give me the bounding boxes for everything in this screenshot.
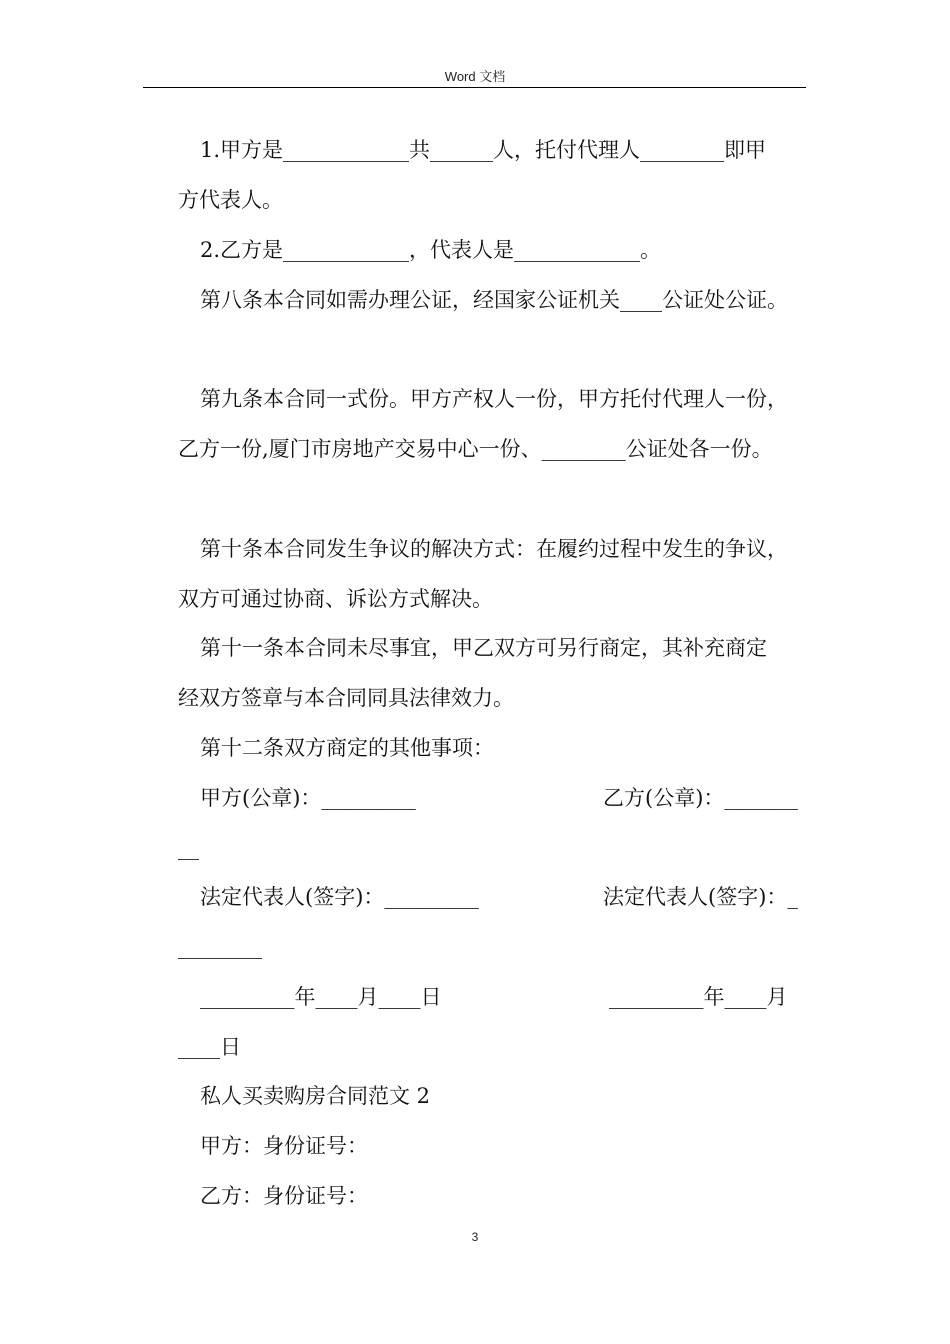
section-title-2: 私人买卖购房合同范文 2 <box>200 1084 431 1108</box>
party-b-seal: 乙方(公章)：_______ <box>603 786 798 810</box>
article-11-line1: 第十一条本合同未尽事宜，甲乙双方可另行商定，其补充商定 <box>200 636 767 660</box>
party-a-id: 甲方：身份证号： <box>200 1134 368 1158</box>
clause-party-b: 2.乙方是____________，代表人是____________。 <box>200 238 662 262</box>
legal-rep-b: 法定代表人(签字)：_ <box>603 885 798 909</box>
header-divider <box>143 87 806 88</box>
article-10-line2: 双方可通过协商、诉讼方式解决。 <box>178 587 493 611</box>
legal-rep-a: 法定代表人(签字)：_________ <box>200 885 479 909</box>
article-9-line1: 第九条本合同一式份。甲方产权人一份，甲方托付代理人一份， <box>200 387 788 411</box>
article-9-line2: 乙方一份,厦门市房地产交易中心一份、________公证处各一份。 <box>178 437 773 461</box>
article-10-line1: 第十条本合同发生争议的解决方式：在履约过程中发生的争议， <box>200 537 788 561</box>
article-11-line2: 经双方签章与本合同同具法律效力。 <box>178 686 514 710</box>
party-a-seal: 甲方(公章)：_________ <box>200 786 416 810</box>
clause-party-a-line2: 方代表人。 <box>178 188 283 212</box>
date-b-cont: ____日 <box>178 1035 241 1059</box>
date-a: _________年____月____日 <box>200 985 442 1009</box>
date-b: _________年____月 <box>609 985 788 1009</box>
clause-party-a-line1: 1.甲方是____________共______人，托付代理人________即甲 <box>200 138 767 162</box>
party-b-id: 乙方：身份证号： <box>200 1184 368 1208</box>
article-12: 第十二条双方商定的其他事项： <box>200 736 494 760</box>
page-header: Word 文档 <box>444 69 506 84</box>
party-b-seal-cont: __ <box>178 836 199 860</box>
article-8: 第八条本合同如需办理公证，经国家公证机关____公证处公证。 <box>200 288 788 312</box>
page-number: 3 <box>471 1230 479 1244</box>
legal-rep-b-cont: ________ <box>178 935 262 959</box>
